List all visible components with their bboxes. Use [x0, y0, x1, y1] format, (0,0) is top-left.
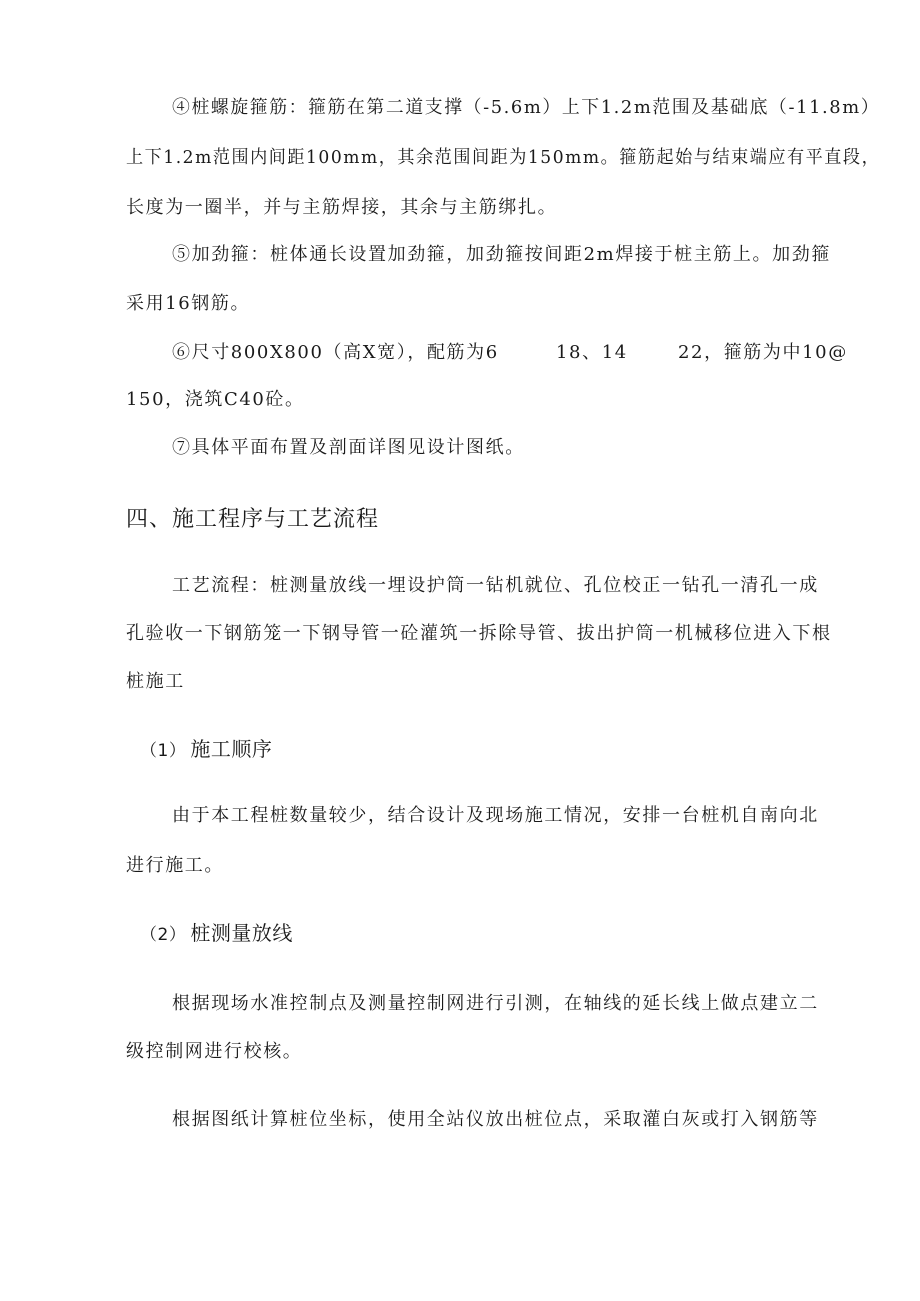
process-line2: 孔验收一下钢筋笼一下钢导管一砼灌筑一拆除导管、拔出护筒一机械移位进入下根	[126, 623, 832, 644]
subheading-1-title: 施工顺序	[190, 737, 273, 761]
subheading-2	[140, 920, 293, 948]
sub1-line1: 由于本工程桩数量较少，结合设计及现场施工情况，安排一台桩机自南向北	[172, 805, 819, 826]
sub2-para1-line2: 级控制网进行校核。	[126, 1041, 303, 1062]
subheading-2-number: （2）	[140, 925, 187, 945]
item5-line1: ⑤加劲箍：桩体通长设置加劲箍，加劲箍按间距2m焊接于桩主筋上。加劲箍	[172, 244, 831, 265]
process-line3: 桩施工	[126, 671, 185, 692]
subheading-2-title: 桩测量放线	[190, 921, 293, 945]
sub2-para2-line1: 根据图纸计算桩位坐标，使用全站仪放出桩位点，采取灌白灰或打入钢筋等	[172, 1109, 819, 1130]
subheading-1-number: （1）	[140, 741, 187, 761]
item6-line1-part1: ⑥尺寸800X800（高X宽），配筋为6	[172, 342, 499, 363]
subheading-1	[140, 736, 272, 764]
process-line1: 工艺流程：桩测量放线一埋设护筒一钻机就位、孔位校正一钻孔一清孔一成	[172, 575, 819, 596]
item6-line1-part3: 22，箍筋为中10@	[678, 342, 848, 363]
section-heading: 四、施工程序与工艺流程	[126, 507, 380, 532]
item6-line2: 150，浇筑C40砼。	[126, 389, 305, 410]
item4-line1: ④桩螺旋箍筋：箍筋在第二道支撑（-5.6m）上下1.2m范围及基础底（-11.8m）	[172, 97, 881, 118]
item5-line2: 采用16钢筋。	[126, 293, 251, 314]
item6-line1-part2: 18、14	[556, 342, 628, 363]
item4-line3: 长度为一圈半，并与主筋焊接，其余与主筋绑扎。	[126, 197, 558, 218]
sub2-para1-line1: 根据现场水准控制点及测量控制网进行引测，在轴线的延长线上做点建立二	[172, 993, 819, 1014]
sub1-line2: 进行施工。	[126, 855, 224, 876]
item7-line1: ⑦具体平面布置及剖面详图见设计图纸。	[172, 437, 525, 458]
item4-line2: 上下1.2m范围内间距100mm，其余范围间距为150mm。箍筋起始与结束端应有平直段，	[126, 147, 881, 168]
